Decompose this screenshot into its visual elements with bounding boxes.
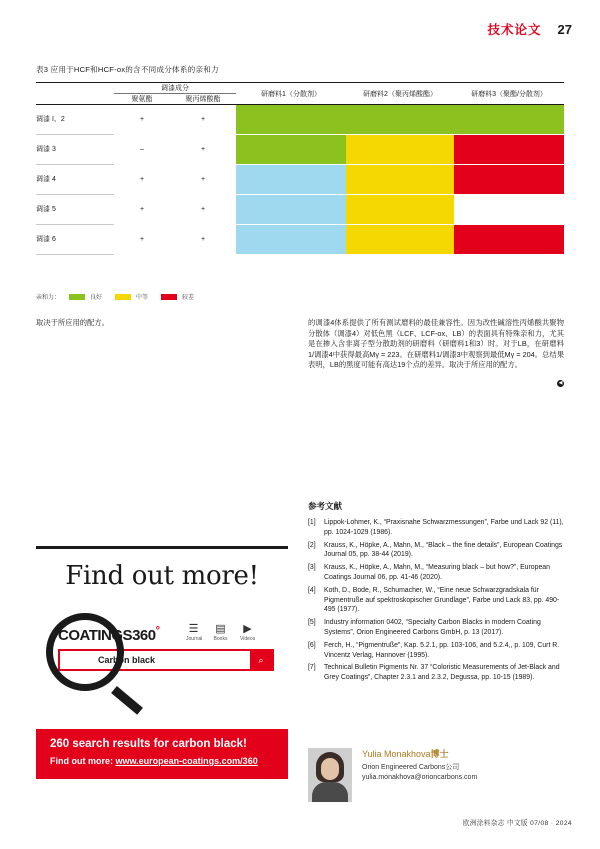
- promo-results-text: 260 search results for carbon black!: [50, 738, 247, 750]
- references-list: [308, 518, 564, 686]
- nav-journal[interactable]: [186, 623, 201, 642]
- nav-books-label: Books: [213, 636, 228, 642]
- table-cell-pu: +: [114, 194, 170, 224]
- table-cell-pu: +: [114, 164, 170, 194]
- header-section-title: 技术论文: [487, 23, 542, 37]
- table-cell-pa: +: [170, 164, 236, 194]
- nav-videos-label: Videos: [240, 636, 256, 642]
- video-icon: ▶: [243, 623, 252, 635]
- author-company: Orion Engineered Carbons公司: [362, 764, 460, 772]
- page-number: 27: [557, 22, 572, 37]
- table-row-label: 调漆 I、2: [36, 105, 114, 135]
- table-row: [36, 134, 564, 164]
- reference-item: [308, 518, 564, 538]
- body-paragraph: 取决于所应用的配方。: [36, 318, 109, 327]
- promo-url[interactable]: www.european-coatings.com/360: [115, 756, 258, 766]
- table-cell-grind2: [346, 194, 454, 224]
- table-col-header-grind1: 研磨料1（分散剂）: [261, 90, 321, 98]
- legend-text-good: 良好: [90, 295, 103, 301]
- legend-text-poor: 较差: [182, 295, 195, 301]
- reference-text: Technical Bulletin Pigments Nr. 37 “Coloristic Measurements of Jet-Black and Grey Coatings”, Chapter 2.3.1 and 2.3.2, Degussa, pp. 10-15 (1989).: [324, 664, 560, 682]
- table-row: [36, 164, 564, 194]
- reference-text: Koth, D., Bode, R., Schumacher, W., “Eine neue Schwarzgradskala für Pigmentruße auf spektroskopischer Grundlage”, Farbe und Lack 83, pp. 490-495 (1977).: [324, 586, 560, 614]
- table-cell-pu: +: [114, 105, 170, 135]
- reference-text: Krauss, K., Höpke, A., Mahn, M., “Measuring black – but how?”, European Coatings Journal 06, pp. 41-46 (2020).: [324, 564, 550, 581]
- end-of-article-marker: [308, 379, 564, 390]
- table-legend: [36, 292, 202, 301]
- author-email[interactable]: yulia.monakhova@orioncarbons.com: [362, 774, 478, 782]
- nav-videos[interactable]: [240, 623, 255, 642]
- table-cell-pa: +: [170, 105, 236, 135]
- legend-text-medium: 中等: [136, 295, 149, 301]
- reference-item: [308, 541, 564, 561]
- table-col-header-pu: 聚氨酯: [131, 96, 153, 103]
- book-icon: ▤: [215, 623, 226, 635]
- reference-number: [6]: [308, 641, 316, 649]
- author-name-latin: Yulia Monakhova: [362, 749, 431, 759]
- affinity-table: [36, 83, 564, 255]
- reference-number: [5]: [308, 619, 316, 627]
- author-photo: [308, 748, 352, 802]
- table-row-label: 调漆 5: [36, 194, 114, 224]
- reference-text: Ferch, H., “Pigmentruße”, Kap. 5.2.1, pp. 103-106, and 5.2.4,, p. 109, Curt R. Vincentz Verlag, Hannover (1995).: [324, 641, 560, 659]
- end-dot-icon: ◀: [558, 380, 563, 387]
- table-header-group-row: [36, 83, 564, 94]
- reference-number: [4]: [308, 586, 316, 594]
- promo-title: Find out more!: [65, 561, 259, 591]
- reference-item: [308, 618, 564, 638]
- reference-item: [308, 641, 564, 661]
- table-cell-grind1: [236, 164, 346, 194]
- promo-url-prefix: Find out more:: [50, 756, 116, 766]
- table-cell-grind3: [454, 164, 564, 194]
- table-cell-grind3: [454, 105, 564, 135]
- photo-face: [321, 758, 339, 780]
- list-icon: ☰: [188, 623, 199, 635]
- table-group-header: 调漆成分: [114, 83, 236, 94]
- page-header: [488, 20, 572, 38]
- legend-swatch-poor: [161, 294, 177, 300]
- author-info: [362, 748, 477, 802]
- logo-number: 360: [132, 627, 156, 644]
- logo-degree: °: [155, 625, 160, 637]
- logo-word: COATINGS: [58, 627, 133, 644]
- reference-number: [7]: [308, 664, 316, 672]
- table-row-label: 调漆 3: [36, 134, 114, 164]
- page-footer: 欧洲涂料杂志 中文版 07/08 · 2024: [462, 820, 572, 827]
- body-column-left: [36, 318, 288, 337]
- magnifier-icon: [46, 613, 124, 691]
- search-icon[interactable]: ⌕: [250, 651, 272, 669]
- reference-item: [308, 663, 564, 683]
- reference-text: Krauss, K., Höpke, A., Mahn, M., “Black – the fine details”, European Coatings Journal 05, pp. 38-44 (2019).: [324, 541, 563, 559]
- body-column-right: [308, 318, 564, 389]
- promo-url-line[interactable]: [50, 756, 258, 766]
- promo-top-rule: [36, 546, 288, 549]
- body-paragraph: 的调漆4体系提供了所有测试磨料的最佳兼容性。因为改性碱溶性丙烯酸共聚物分散体（调漆4）对低色黑（LCF、LCF-ox、LB）的表面具有特殊亲和力，尤其是在掺入含非离子型分散助剂的研磨料（研磨料1和3）时。对于LB，在研磨料1/调漆4中获得最高Mγ = 223。在研磨料1/调漆3中观察到最低Mγ = 204。总结果表明，LB的黑度可能有高达19个点的差异。取决于所应用的配方。: [308, 318, 564, 370]
- table-cell-pu: –: [114, 134, 170, 164]
- table-cell-grind3: [454, 224, 564, 254]
- nav-books[interactable]: [213, 623, 228, 642]
- table-cell-pa: +: [170, 134, 236, 164]
- reference-item: [308, 586, 564, 615]
- table-row-label: 调漆 6: [36, 224, 114, 254]
- promo-nav-icons[interactable]: [186, 623, 255, 642]
- reference-text: Industry information 0402, “Specialty Carbon Blacks in modern Coating Systems”, Orion Engineered Carbons GmbH, p. 13 (2017).: [324, 619, 541, 636]
- table-cell-grind1: [236, 105, 346, 135]
- table-cell-grind2: [346, 134, 454, 164]
- table-caption: 表3 应用于HCF和HCF-ox的含不同成分体系的亲和力: [36, 65, 219, 74]
- reference-item: [308, 563, 564, 583]
- table-cell-grind1: [236, 194, 346, 224]
- promo-banner: [36, 729, 288, 779]
- magnifier-handle-icon: [111, 686, 143, 715]
- table-col-header-pa: 聚丙烯酸酯: [185, 96, 221, 103]
- table-cell-pa: +: [170, 194, 236, 224]
- table-row: [36, 105, 564, 135]
- nav-journal-label: Journal: [186, 636, 203, 642]
- photo-body: [312, 782, 348, 802]
- table-col-header-grind2: 研磨料2（聚丙烯酸酯）: [363, 90, 437, 98]
- reference-text: Lippok-Lohmer, K., “Praxisnahe Schwarzmessungen”, Farbe und Lack 92 (11), pp. 1024-1029 (1986).: [324, 519, 564, 536]
- table-cell-pa: +: [170, 224, 236, 254]
- legend-swatch-good: [69, 294, 85, 300]
- legend-label: 亲和力：: [36, 295, 61, 301]
- references-heading: 参考文献: [308, 501, 343, 511]
- table-cell-grind2: [346, 105, 454, 135]
- table-cell-grind1: [236, 224, 346, 254]
- promo-graphic: [36, 597, 288, 725]
- reference-number: [2]: [308, 541, 316, 549]
- reference-number: [3]: [308, 564, 316, 572]
- affinity-table-wrapper: [36, 82, 564, 255]
- table-cell-grind2: [346, 224, 454, 254]
- search-input-value[interactable]: Carbon black: [98, 655, 156, 665]
- table-cell-grind1: [236, 134, 346, 164]
- author-title: 博士: [430, 749, 449, 759]
- table-row: [36, 194, 564, 224]
- reference-number: [1]: [308, 519, 316, 526]
- table-cell-grind3: [454, 134, 564, 164]
- author-name: [362, 748, 477, 761]
- table-row-label: 调漆 4: [36, 164, 114, 194]
- promo-advert[interactable]: [36, 546, 288, 779]
- table-cell-grind2: [346, 164, 454, 194]
- table-row: [36, 224, 564, 254]
- table-col-header-grind3: 研磨料3（聚酯/分散剂）: [471, 90, 547, 98]
- legend-swatch-medium: [115, 294, 131, 300]
- author-block: [308, 748, 564, 802]
- table-cell-grind3: [454, 194, 564, 224]
- table-cell-pu: +: [114, 224, 170, 254]
